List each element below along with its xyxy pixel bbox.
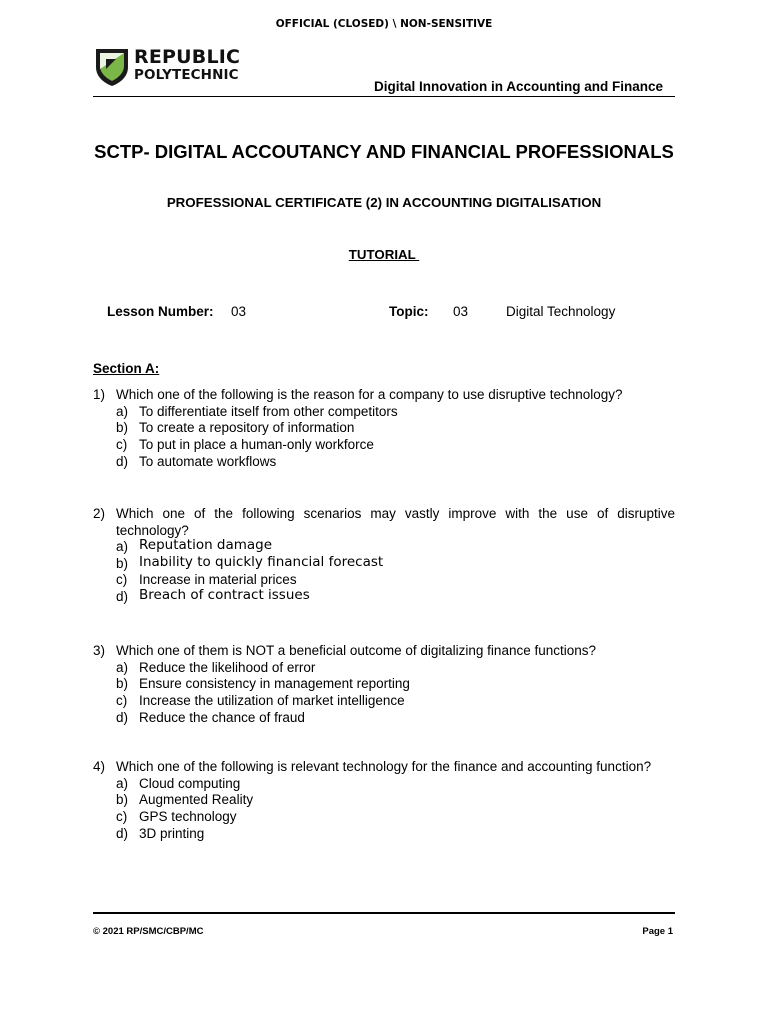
option-text: To put in place a human-only workforce (139, 436, 374, 452)
document-title: SCTP- DIGITAL ACCOUTANCY AND FINANCIAL PROFESSIONALS (94, 141, 674, 162)
document-type (93, 247, 675, 262)
shield-logo-icon (94, 47, 130, 87)
question-1 (93, 387, 675, 470)
option-letter: b) (116, 420, 129, 436)
option-text: Breach of contract issues (139, 587, 310, 604)
option-letter: c) (116, 572, 128, 588)
answer-option (116, 589, 675, 606)
question-3 (93, 643, 675, 726)
option-text: Reduce the chance of fraud (139, 709, 305, 725)
footer-page-number: Page 1 (642, 926, 673, 937)
option-letter: a) (116, 539, 129, 554)
question-number: 4) (93, 759, 106, 774)
question-number: 2) (93, 506, 106, 521)
question-4 (93, 759, 675, 842)
question-number: 1) (93, 387, 106, 402)
answer-option (116, 454, 675, 471)
option-text: Cloud computing (139, 775, 241, 791)
document-subtitle: PROFESSIONAL CERTIFICATE (2) IN ACCOUNTING DIGITALISATION (166, 195, 602, 210)
topic-number: 03 (453, 304, 469, 319)
option-letter: a) (116, 403, 129, 419)
question-text: Which one of the following scenarios may vastly improve with the use of disruptive technology? (116, 506, 675, 538)
document-type-label: TUTORIAL (348, 247, 420, 262)
option-letter: b) (116, 555, 129, 571)
answer-option (116, 660, 675, 677)
option-letter: c) (116, 808, 128, 824)
lesson-number-value: 03 (231, 304, 247, 319)
answer-option (116, 792, 675, 809)
question-2 (93, 506, 675, 606)
answer-option (116, 809, 675, 826)
answer-option (116, 710, 675, 727)
option-letter: b) (116, 676, 129, 692)
answer-option (116, 676, 675, 693)
answer-option (116, 437, 675, 454)
option-letter: b) (116, 792, 129, 808)
option-letter: d) (116, 589, 129, 605)
option-text: To differentiate itself from other competitors (139, 403, 398, 419)
option-text: 3D printing (139, 825, 205, 841)
answer-option (116, 776, 675, 793)
answer-option (116, 693, 675, 710)
answer-option (116, 553, 675, 573)
option-letter: a) (116, 775, 129, 791)
question-text: Which one of the following is relevant technology for the finance and accounting function? (116, 759, 652, 774)
option-letter: d) (116, 825, 129, 841)
footer-copyright: © 2021 RP/SMC/CBP/MC (93, 926, 204, 937)
topic-name: Digital Technology (506, 304, 616, 319)
topic-label: Topic: (389, 304, 429, 319)
logo-wordmark-line1: REPUBLIC (134, 46, 241, 68)
option-letter: d) (116, 453, 129, 469)
option-text: Ensure consistency in management reporting (139, 676, 410, 692)
logo-wordmark-line2: POLYTECHNIC (134, 67, 239, 83)
classification-label: OFFICIAL (CLOSED) \ NON-SENSITIVE (275, 18, 493, 30)
question-text: Which one of them is NOT a beneficial outcome of digitalizing finance functions? (116, 643, 597, 658)
option-text: Increase the utilization of market intelligence (139, 692, 405, 708)
section-heading: Section A: (93, 361, 160, 376)
option-text: Inability to quickly financial forecast (139, 553, 384, 570)
option-text: Augmented Reality (139, 792, 254, 808)
option-text: To automate workflows (139, 453, 277, 469)
option-letter: a) (116, 659, 129, 675)
footer-divider (93, 912, 675, 914)
option-letter: c) (116, 436, 128, 452)
answer-option (116, 826, 675, 843)
option-text: GPS technology (139, 808, 237, 824)
header-divider (93, 96, 675, 97)
course-area-header: Digital Innovation in Accounting and Finance (373, 79, 663, 94)
question-text: Which one of the following is the reason for a company to use disruptive technology? (116, 387, 623, 402)
answer-option (116, 420, 675, 437)
option-text: Increase in material prices (139, 572, 297, 588)
question-number: 3) (93, 643, 106, 658)
option-text: To create a repository of information (139, 420, 355, 436)
lesson-number-label: Lesson Number: (107, 304, 214, 319)
option-text: Reputation damage (139, 537, 273, 553)
option-text: Reduce the likelihood of error (139, 659, 316, 675)
option-letter: c) (116, 692, 128, 708)
option-letter: d) (116, 709, 129, 725)
answer-option (116, 404, 675, 421)
